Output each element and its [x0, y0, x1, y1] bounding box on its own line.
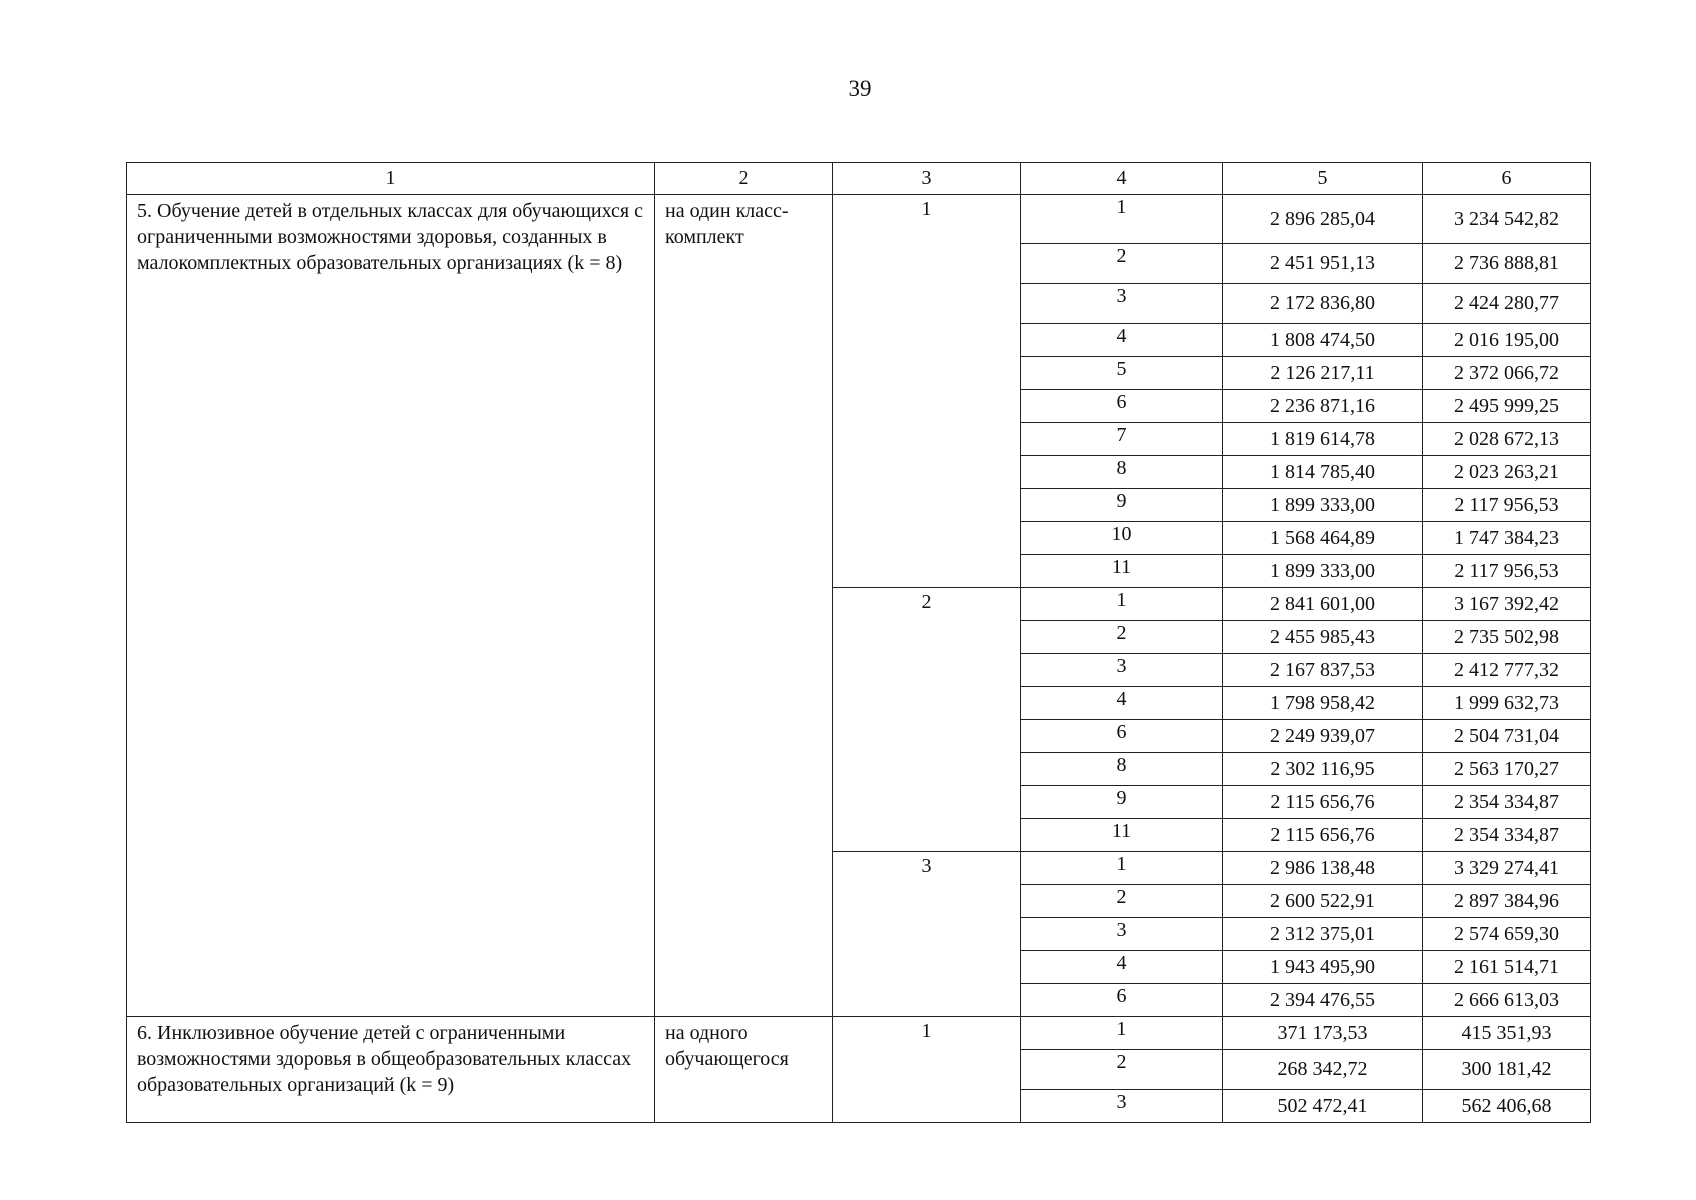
- column-header: 5: [1223, 163, 1423, 195]
- value-col5-cell: 2 455 985,43: [1223, 621, 1423, 654]
- value-col6-cell: 3 329 274,41: [1423, 852, 1591, 885]
- value-col5-cell: 2 126 217,11: [1223, 357, 1423, 390]
- value-col6-cell: 2 354 334,87: [1423, 786, 1591, 819]
- column-header: 6: [1423, 163, 1591, 195]
- value-col5-cell: 1 899 333,00: [1223, 555, 1423, 588]
- value-col5-cell: 1 808 474,50: [1223, 324, 1423, 357]
- value-col6-cell: 2 412 777,32: [1423, 654, 1591, 687]
- value-col5-cell: 2 167 837,53: [1223, 654, 1423, 687]
- column-header: 3: [833, 163, 1021, 195]
- value-col5-cell: 2 451 951,13: [1223, 244, 1423, 284]
- value-col6-cell: 415 351,93: [1423, 1017, 1591, 1050]
- value-col6-cell: 2 117 956,53: [1423, 555, 1591, 588]
- grade-cell: 9: [1021, 489, 1223, 522]
- value-col6-cell: 2 563 170,27: [1423, 753, 1591, 786]
- grade-cell: 4: [1021, 951, 1223, 984]
- grade-cell: 1: [1021, 195, 1223, 244]
- grade-cell: 8: [1021, 456, 1223, 489]
- value-col5-cell: 2 115 656,76: [1223, 819, 1423, 852]
- grade-cell: 10: [1021, 522, 1223, 555]
- grade-cell: 1: [1021, 588, 1223, 621]
- grade-cell: 2: [1021, 885, 1223, 918]
- grade-cell: 6: [1021, 390, 1223, 423]
- unit-of-measure: на один класс-комплект: [655, 195, 833, 1017]
- value-col6-cell: 2 504 731,04: [1423, 720, 1591, 753]
- value-col6-cell: 2 023 263,21: [1423, 456, 1591, 489]
- value-col6-cell: 2 354 334,87: [1423, 819, 1591, 852]
- value-col6-cell: 2 117 956,53: [1423, 489, 1591, 522]
- value-col5-cell: 1 814 785,40: [1223, 456, 1423, 489]
- value-col5-cell: 2 841 601,00: [1223, 588, 1423, 621]
- value-col6-cell: 2 016 195,00: [1423, 324, 1591, 357]
- value-col6-cell: 2 735 502,98: [1423, 621, 1591, 654]
- grade-cell: 1: [1021, 1017, 1223, 1050]
- value-col5-cell: 2 172 836,80: [1223, 284, 1423, 324]
- value-col5-cell: 2 302 116,95: [1223, 753, 1423, 786]
- grade-cell: 3: [1021, 654, 1223, 687]
- value-col6-cell: 2 372 066,72: [1423, 357, 1591, 390]
- value-col5-cell: 2 312 375,01: [1223, 918, 1423, 951]
- grade-cell: 8: [1021, 753, 1223, 786]
- value-col6-cell: 1 747 384,23: [1423, 522, 1591, 555]
- value-col5-cell: 371 173,53: [1223, 1017, 1423, 1050]
- value-col6-cell: 300 181,42: [1423, 1050, 1591, 1090]
- level-cell: 1: [833, 1017, 1021, 1123]
- value-col5-cell: 268 342,72: [1223, 1050, 1423, 1090]
- value-col6-cell: 2 736 888,81: [1423, 244, 1591, 284]
- value-col5-cell: 2 986 138,48: [1223, 852, 1423, 885]
- grade-cell: 7: [1021, 423, 1223, 456]
- value-col5-cell: 1 819 614,78: [1223, 423, 1423, 456]
- value-col6-cell: 2 161 514,71: [1423, 951, 1591, 984]
- service-description: 6. Инклюзивное обучение детей с ограниченными возможностями здоровья в общеобразовательных классах образовательных организаций (k = 9): [127, 1017, 655, 1123]
- grade-cell: 11: [1021, 555, 1223, 588]
- value-col5-cell: 2 600 522,91: [1223, 885, 1423, 918]
- value-col5-cell: 1 798 958,42: [1223, 687, 1423, 720]
- unit-of-measure: на одного обучающегося: [655, 1017, 833, 1123]
- table-row: [127, 195, 1591, 244]
- value-col6-cell: 2 495 999,25: [1423, 390, 1591, 423]
- value-col6-cell: 2 028 672,13: [1423, 423, 1591, 456]
- value-col5-cell: 2 236 871,16: [1223, 390, 1423, 423]
- grade-cell: 4: [1021, 687, 1223, 720]
- grade-cell: 2: [1021, 244, 1223, 284]
- grade-cell: 3: [1021, 1090, 1223, 1123]
- header-row: [127, 163, 1591, 195]
- value-col6-cell: 3 167 392,42: [1423, 588, 1591, 621]
- value-col5-cell: 1 899 333,00: [1223, 489, 1423, 522]
- value-col5-cell: 1 943 495,90: [1223, 951, 1423, 984]
- page-number: 39: [848, 76, 872, 101]
- grade-cell: 1: [1021, 852, 1223, 885]
- value-col5-cell: 2 394 476,55: [1223, 984, 1423, 1017]
- value-col5-cell: 2 249 939,07: [1223, 720, 1423, 753]
- service-description: 5. Обучение детей в отдельных классах для обучающихся с ограниченными возможностями здоровья, созданных в малокомплектных образовательных организациях (k = 8): [127, 195, 655, 1017]
- table-row: [127, 1017, 1591, 1050]
- grade-cell: 2: [1021, 621, 1223, 654]
- column-header: 4: [1021, 163, 1223, 195]
- value-col6-cell: 2 666 613,03: [1423, 984, 1591, 1017]
- grade-cell: 4: [1021, 324, 1223, 357]
- value-col6-cell: 2 574 659,30: [1423, 918, 1591, 951]
- level-cell: 3: [833, 852, 1021, 1017]
- value-col5-cell: 2 896 285,04: [1223, 195, 1423, 244]
- grade-cell: 3: [1021, 284, 1223, 324]
- value-col6-cell: 3 234 542,82: [1423, 195, 1591, 244]
- column-header: 1: [127, 163, 655, 195]
- grade-cell: 5: [1021, 357, 1223, 390]
- level-cell: 2: [833, 588, 1021, 852]
- value-col5-cell: 502 472,41: [1223, 1090, 1423, 1123]
- tariff-table: [126, 162, 1591, 1123]
- grade-cell: 2: [1021, 1050, 1223, 1090]
- value-col6-cell: 2 424 280,77: [1423, 284, 1591, 324]
- value-col5-cell: 2 115 656,76: [1223, 786, 1423, 819]
- grade-cell: 9: [1021, 786, 1223, 819]
- grade-cell: 3: [1021, 918, 1223, 951]
- value-col6-cell: 562 406,68: [1423, 1090, 1591, 1123]
- grade-cell: 6: [1021, 984, 1223, 1017]
- grade-cell: 6: [1021, 720, 1223, 753]
- value-col5-cell: 1 568 464,89: [1223, 522, 1423, 555]
- column-header: 2: [655, 163, 833, 195]
- grade-cell: 11: [1021, 819, 1223, 852]
- value-col6-cell: 2 897 384,96: [1423, 885, 1591, 918]
- value-col6-cell: 1 999 632,73: [1423, 687, 1591, 720]
- level-cell: 1: [833, 195, 1021, 588]
